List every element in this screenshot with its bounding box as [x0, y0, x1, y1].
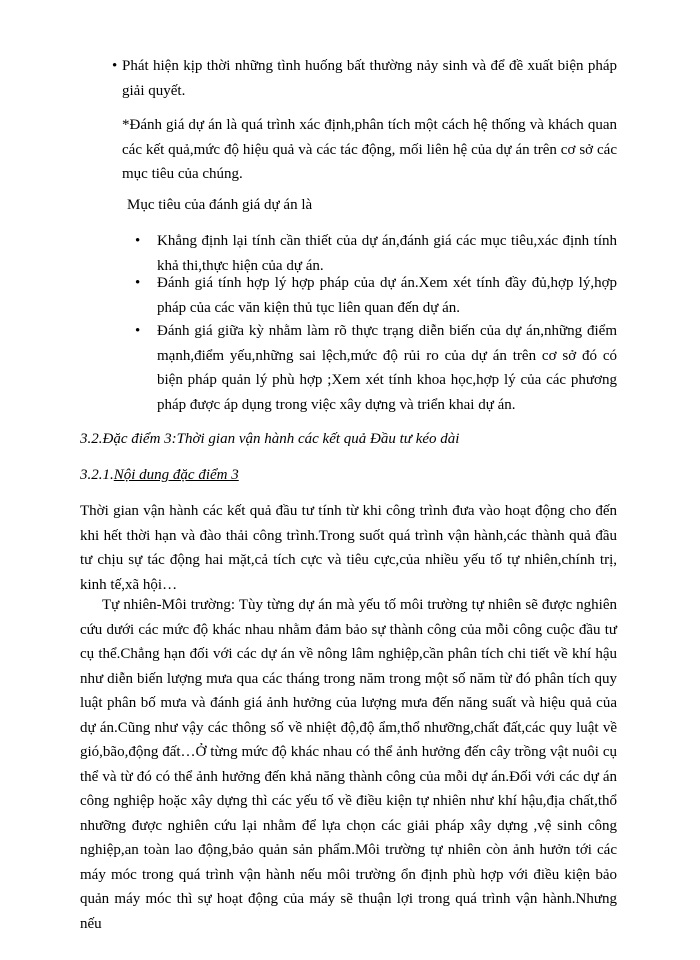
bullet-marker: • [135, 323, 141, 339]
list-item-text: Phát hiện kịp thời những tình huống bất thường nảy sinh và để đề xuất biện pháp giải quyết. [122, 58, 617, 99]
bullet-marker: • [112, 58, 118, 74]
definition-paragraph: *Đánh giá dự án là quá trình xác định,phân tích một cách hệ thống và khách quan các kết quả,mức độ hiệu quả và các tác động, mối liên hệ của dự án trên cơ sở các mục tiêu của chúng. [122, 117, 617, 182]
subsection-heading [80, 463, 640, 488]
list-item-top [122, 54, 617, 103]
section-heading: 3.2.Đặc điểm 3:Thời gian vận hành các kết quả Đầu tư kéo dài [80, 431, 460, 447]
list-item: Đánh giá tính hợp lý hợp pháp của dự án.Xem xét tính đầy đủ,hợp lý,hợp pháp của các văn kiện thủ tục liên quan đến dự án. [157, 275, 617, 316]
body-paragraph: Thời gian vận hành các kết quả đầu tư tính từ khi công trình đưa vào hoạt động cho đến khi hết thời hạn và đào thải công trình.Trong suốt quá trình vận hành,các thành quả đầu tư chịu sự tác động hai mặt,cả tích cực và tiêu cực,của nhiều yếu tố tự nhiên,chính trị, kinh tế,xã hội… [80, 503, 617, 593]
bullet-marker: • [135, 275, 141, 291]
subsection-title: Nội dung đặc điểm 3 [113, 467, 239, 483]
list-item: Đánh giá giữa kỳ nhằm làm rõ thực trạng diễn biến của dự án,những điểm mạnh,điểm yếu,những sai lệch,mức độ rủi ro của dự án trên cơ sở đó có biện pháp quản lý phù hợp ;Xem xét tính khoa học,hợp lý của các phương pháp được áp dụng trong việc xây dựng và triển khai dự án. [157, 323, 617, 413]
bullet-marker: • [135, 233, 141, 249]
list-item: Khẳng định lại tính cần thiết của dự án,đánh giá các mục tiêu,xác định tính khả thi,thực hiện của dự án. [157, 233, 617, 274]
goals-intro: Mục tiêu của đánh giá dự án là [127, 197, 313, 213]
subsection-number: 3.2.1. [80, 467, 114, 483]
body-paragraph: Tự nhiên-Môi trường: Tùy từng dự án mà yếu tố môi trường tự nhiên sẽ được nghiên cứu dưới các mức độ khác nhau nhằm đảm bảo sự thành công của mỗi công cuộc đầu tư cụ thể.Chẳng hạn đối với các dự án về nông lâm nghiệp,cần phân tích chi tiết về khí hậu như diễn biến lượng mưa qua các tháng trong năm trong một số năm từ đó phân tích quy luật phân bố mưa và đánh giá ảnh hưởng của lượng mưa đến năng suất và hiệu quả của dự án.Cũng như vậy các thông số về nhiệt độ,độ ẩm,thổ nhưỡng,chất đất,các quy luật về gió,bão,động đất…Ở từng mức độ khác nhau có thể ảnh hưởng đến cây trồng vật nuôi cụ thể và từ đó có thể ảnh hưởng đến khả năng thành công của mỗi dự án.Đối với các dự án công nghiệp hoặc xây dựng thì các yếu tố về điều kiện tự nhiên như khí hậu,địa chất,thổ nhưỡng được nghiên cứu lại nhằm để lựa chọn các giải pháp xây dựng ,vệ sinh công nghiệp,an toàn lao động,bảo quản sản phẩm.Môi trường tự nhiên còn ảnh hưởn tới các máy móc trong quá trình vận hành nếu môi trường ổn định phù hợp với điều kiện bảo quản máy móc thì sự hoạt động của máy sẽ thuận lợi trong quá trình vận hành.Nhưng nếu [80, 597, 617, 932]
